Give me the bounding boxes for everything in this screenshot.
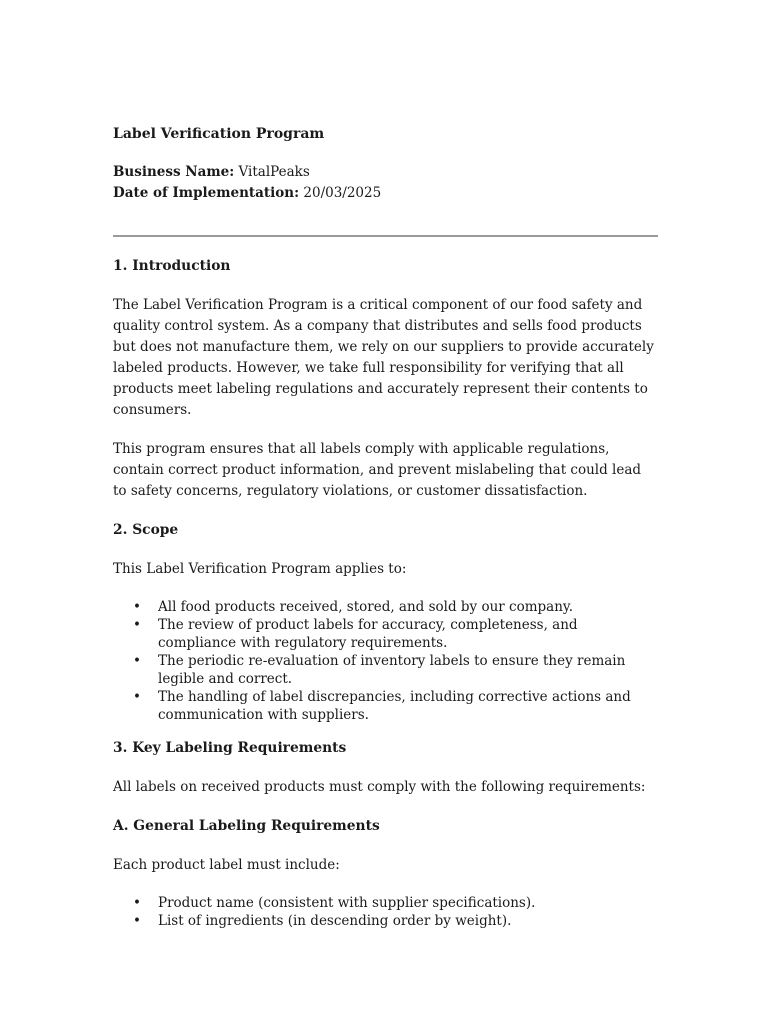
list-item-text: All food products received, stored, and sold by our company. [158, 599, 574, 615]
list-item [113, 894, 658, 912]
scope-intro: This Label Verification Program applies to: [113, 561, 407, 577]
document-title: Label Verification Program [113, 126, 325, 142]
bullet-icon: • [133, 689, 141, 705]
introduction-paragraph-1: The Label Verification Program is a critical component of our food safety and quality control system. As a company that distributes and sells food products but does not manufacture them, we rely on our suppliers to provide accurately labeled products. However, we take full responsibility for verifying that all products meet labeling regulations and accurately represent their contents to consumers. [113, 297, 654, 418]
general-requirements-heading: A. General Labeling Requirements [113, 818, 380, 834]
document-page [113, 124, 658, 944]
list-item [113, 598, 658, 616]
bullet-icon: • [133, 599, 141, 615]
introduction-heading: 1. Introduction [113, 258, 231, 274]
bullet-icon: • [133, 653, 141, 669]
implementation-date-line [113, 183, 658, 204]
bullet-icon: • [133, 913, 141, 929]
horizontal-divider [113, 235, 658, 237]
business-name-label: Business Name: [113, 164, 235, 180]
implementation-date-value: 20/03/2025 [303, 185, 382, 201]
business-name-line [113, 162, 658, 183]
implementation-date-label: Date of Implementation: [113, 185, 300, 201]
list-item [113, 688, 658, 724]
scope-list [113, 598, 658, 724]
introduction-paragraph-2: This program ensures that all labels comply with applicable regulations, contain correct product information, and prevent mislabeling that could lead to safety concerns, regulatory violations, or customer dissatisfaction. [113, 441, 642, 499]
business-name-value: VitalPeaks [238, 164, 310, 180]
list-item [113, 912, 658, 930]
list-item-text: Product name (consistent with supplier specifications). [158, 895, 536, 911]
list-item-text: The handling of label discrepancies, including corrective actions and communication with suppliers. [158, 689, 631, 723]
list-item [113, 652, 658, 688]
scope-heading: 2. Scope [113, 522, 179, 538]
general-requirements-list [113, 894, 658, 930]
bullet-icon: • [133, 895, 141, 911]
requirements-intro: All labels on received products must comply with the following requirements: [113, 779, 646, 795]
bullet-icon: • [133, 617, 141, 633]
requirements-heading: 3. Key Labeling Requirements [113, 740, 347, 756]
list-item [113, 616, 658, 652]
list-item-text: The periodic re-evaluation of inventory labels to ensure they remain legible and correct. [158, 653, 626, 687]
list-item-text: List of ingredients (in descending order by weight). [158, 913, 512, 929]
list-item-text: The review of product labels for accuracy, completeness, and compliance with regulatory requirements. [158, 617, 578, 651]
general-requirements-intro: Each product label must include: [113, 857, 340, 873]
